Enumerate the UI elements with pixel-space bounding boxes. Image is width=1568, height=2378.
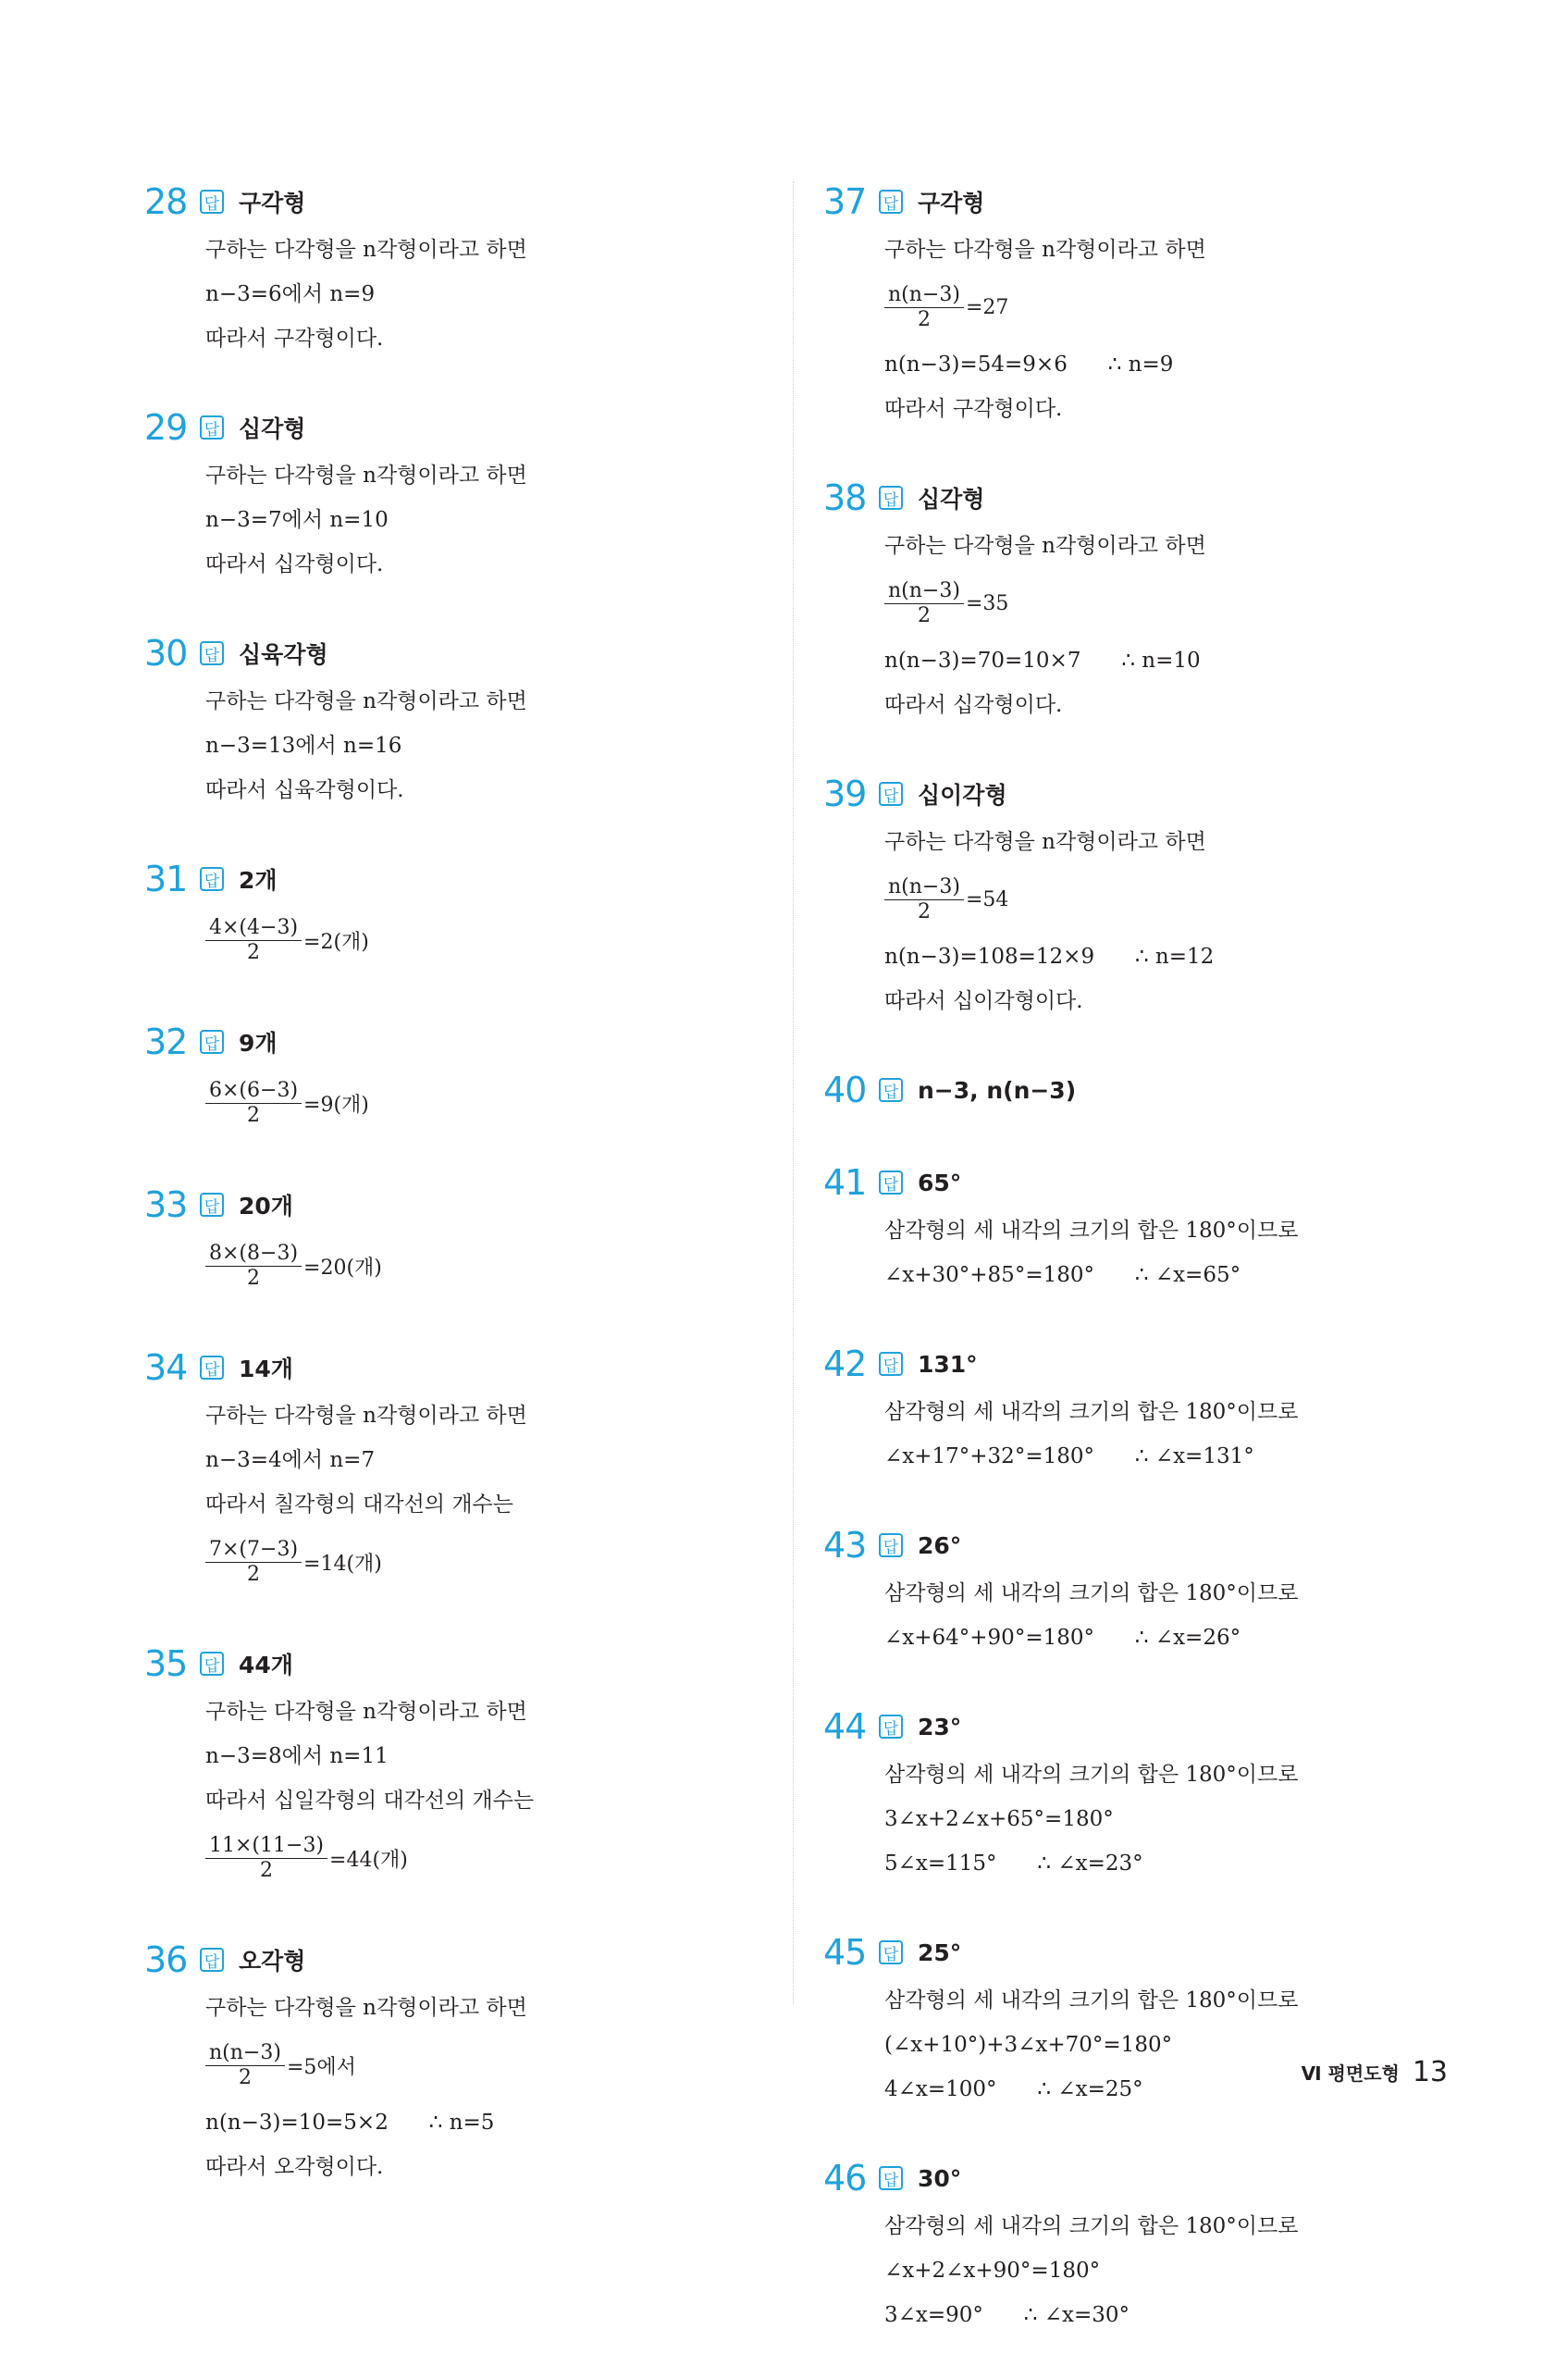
problem-header bbox=[144, 627, 773, 679]
problem-number: 44 bbox=[823, 1706, 867, 1747]
answer-badge-icon: 답 bbox=[200, 641, 224, 665]
fraction-line bbox=[884, 864, 1415, 935]
fraction-numerator: 11×(11−3) bbox=[205, 1834, 327, 1859]
answer-badge-icon: 답 bbox=[200, 1030, 224, 1054]
right-column bbox=[823, 176, 1415, 2378]
answer-text: n−3, n(n−3) bbox=[918, 1076, 1077, 1104]
fraction-line bbox=[205, 1231, 773, 1301]
solution-line: n(n−3)=54=9×6 ∴ n=9 bbox=[884, 353, 1174, 377]
fraction-denominator: 2 bbox=[247, 940, 261, 964]
problem-number: 38 bbox=[823, 477, 867, 518]
problem-block bbox=[144, 1934, 773, 2189]
answer-text: 구각형 bbox=[239, 190, 306, 217]
answer-text: 14개 bbox=[239, 1356, 293, 1382]
fraction-result: =44(개) bbox=[329, 1848, 408, 1872]
answer-badge-icon: 답 bbox=[200, 415, 224, 440]
fraction-numerator: n(n−3) bbox=[884, 283, 964, 308]
solution-line: n(n−3)=108=12×9 ∴ n=12 bbox=[884, 945, 1215, 969]
solution-line: 삼각형의 세 내각의 크기의 합은 180°이므로 bbox=[884, 1581, 1299, 1605]
answer-badge-icon: 답 bbox=[879, 1940, 903, 1964]
problem-block bbox=[823, 472, 1415, 727]
answer-badge-icon: 답 bbox=[200, 1356, 224, 1380]
problem-header bbox=[823, 1701, 1415, 1753]
problem-block bbox=[823, 1338, 1415, 1479]
solution-line: 4∠x=100° ∴ ∠x=25° bbox=[884, 2077, 1143, 2101]
solution-line: 따라서 칠각형의 대각선의 개수는 bbox=[205, 1492, 513, 1517]
solution-line: 따라서 십각형이다. bbox=[884, 693, 1063, 717]
problem-block bbox=[823, 2152, 1415, 2337]
problem-block bbox=[823, 1157, 1415, 1297]
problem-header bbox=[144, 1179, 773, 1231]
problem-block bbox=[823, 1064, 1415, 1116]
problem-number: 40 bbox=[823, 1070, 867, 1110]
answer-text: 23° bbox=[918, 1713, 962, 1740]
fraction bbox=[205, 2041, 285, 2090]
fraction-result: =14(개) bbox=[303, 1552, 382, 1576]
answer-badge-icon: 답 bbox=[879, 1715, 903, 1739]
fraction bbox=[884, 283, 964, 332]
fraction bbox=[205, 1538, 302, 1587]
problem-number: 37 bbox=[823, 181, 867, 222]
fraction bbox=[205, 1834, 327, 1883]
answer-text: 십육각형 bbox=[239, 641, 328, 668]
problem-header bbox=[144, 1342, 773, 1393]
problem-header bbox=[144, 1638, 773, 1690]
footer-section: Ⅵ 평면도형 bbox=[1301, 2062, 1400, 2085]
problem-header bbox=[823, 2152, 1415, 2204]
solution-line: n−3=6에서 n=9 bbox=[205, 282, 376, 306]
problem-number: 43 bbox=[823, 1525, 867, 1566]
solution-line: ∠x+64°+90°=180° ∴ ∠x=26° bbox=[884, 1626, 1241, 1650]
fraction-line bbox=[205, 905, 773, 975]
answer-badge-icon: 답 bbox=[200, 190, 224, 214]
problem-header bbox=[823, 1926, 1415, 1978]
answer-text: 26° bbox=[918, 1531, 962, 1559]
solution-line: 삼각형의 세 내각의 크기의 합은 180°이므로 bbox=[884, 1988, 1299, 2013]
problem-number: 45 bbox=[823, 1932, 867, 1973]
fraction bbox=[205, 916, 302, 965]
problem-block bbox=[144, 1342, 773, 1597]
problem-number: 28 bbox=[144, 181, 188, 222]
fraction-denominator: 2 bbox=[238, 2065, 252, 2089]
problem-header bbox=[823, 176, 1415, 228]
fraction-line bbox=[884, 272, 1415, 342]
solution-line: ∠x+17°+32°=180° ∴ ∠x=131° bbox=[884, 1444, 1254, 1468]
problem-header bbox=[823, 1519, 1415, 1571]
page-footer bbox=[1302, 2056, 1448, 2088]
answer-text: 25° bbox=[918, 1938, 962, 1966]
fraction-line bbox=[205, 1068, 773, 1138]
problem-number: 34 bbox=[144, 1347, 188, 1388]
fraction-denominator: 2 bbox=[917, 603, 931, 627]
answer-badge-icon: 답 bbox=[879, 2166, 903, 2190]
fraction-line bbox=[205, 1527, 773, 1597]
solution-line: ∠x+30°+85°=180° ∴ ∠x=65° bbox=[884, 1263, 1241, 1287]
fraction-denominator: 2 bbox=[247, 1562, 261, 1586]
fraction bbox=[884, 875, 964, 924]
problem-header bbox=[823, 1064, 1415, 1116]
problem-number: 35 bbox=[144, 1643, 188, 1684]
column-divider bbox=[793, 181, 794, 2004]
problem-number: 39 bbox=[823, 774, 867, 814]
fraction-denominator: 2 bbox=[247, 1103, 261, 1127]
fraction-denominator: 2 bbox=[917, 899, 931, 923]
answer-badge-icon: 답 bbox=[879, 782, 903, 806]
problem-block bbox=[144, 627, 773, 812]
solution-line: 따라서 십육각형이다. bbox=[205, 778, 404, 802]
problem-number: 42 bbox=[823, 1344, 867, 1384]
fraction-result: =20(개) bbox=[303, 1256, 382, 1280]
fraction-denominator: 2 bbox=[917, 307, 931, 331]
fraction-result: =5에서 bbox=[286, 2055, 356, 2079]
answer-badge-icon: 답 bbox=[200, 867, 224, 891]
solution-line: 구하는 다각형을 n각형이라고 하면 bbox=[884, 534, 1206, 558]
answer-badge-icon: 답 bbox=[879, 486, 903, 510]
answer-badge-icon: 답 bbox=[200, 1948, 224, 1972]
answer-text: 십이각형 bbox=[918, 782, 1007, 809]
fraction-numerator: 6×(6−3) bbox=[205, 1079, 302, 1104]
solution-line: 구하는 다각형을 n각형이라고 하면 bbox=[205, 238, 527, 262]
answer-text: 44개 bbox=[239, 1652, 293, 1678]
problem-header bbox=[144, 176, 773, 228]
solution-line: 구하는 다각형을 n각형이라고 하면 bbox=[205, 464, 527, 488]
answer-badge-icon: 답 bbox=[879, 1533, 903, 1557]
solution-line: 구하는 다각형을 n각형이라고 하면 bbox=[205, 1700, 527, 1724]
fraction-numerator: 7×(7−3) bbox=[205, 1538, 302, 1563]
solution-line: (∠x+10°)+3∠x+70°=180° bbox=[884, 2033, 1173, 2057]
solution-line: 따라서 십이각형이다. bbox=[884, 989, 1083, 1013]
fraction bbox=[205, 1079, 302, 1128]
solution-line: 삼각형의 세 내각의 크기의 합은 180°이므로 bbox=[884, 1219, 1299, 1243]
answer-badge-icon: 답 bbox=[200, 1652, 224, 1676]
problem-block bbox=[144, 176, 773, 361]
solution-line: 삼각형의 세 내각의 크기의 합은 180°이므로 bbox=[884, 2214, 1299, 2238]
answer-text: 30° bbox=[918, 2164, 962, 2192]
answer-text: 9개 bbox=[239, 1030, 278, 1057]
problem-number: 36 bbox=[144, 1939, 188, 1980]
answer-text: 오각형 bbox=[239, 1948, 306, 1975]
problem-header bbox=[823, 1157, 1415, 1208]
fraction-line bbox=[884, 568, 1415, 638]
fraction-result: =35 bbox=[965, 591, 1009, 615]
problem-block bbox=[144, 1179, 773, 1301]
solution-line: 구하는 다각형을 n각형이라고 하면 bbox=[205, 689, 527, 713]
problem-number: 29 bbox=[144, 407, 188, 448]
fraction-numerator: 8×(8−3) bbox=[205, 1242, 302, 1267]
solution-line: n−3=4에서 n=7 bbox=[205, 1448, 376, 1472]
answer-badge-icon: 답 bbox=[879, 1352, 903, 1376]
problem-block bbox=[144, 402, 773, 587]
answer-text: 20개 bbox=[239, 1193, 293, 1220]
fraction bbox=[884, 579, 964, 628]
solution-line: 구하는 다각형을 n각형이라고 하면 bbox=[884, 238, 1206, 262]
solution-line: n−3=8에서 n=11 bbox=[205, 1744, 389, 1768]
answer-badge-icon: 답 bbox=[879, 1078, 903, 1102]
fraction-result: =54 bbox=[965, 887, 1009, 911]
problem-number: 31 bbox=[144, 859, 188, 899]
fraction-denominator: 2 bbox=[247, 1266, 261, 1290]
problem-number: 32 bbox=[144, 1022, 188, 1062]
fraction-result: =27 bbox=[965, 295, 1009, 319]
fraction-numerator: 4×(4−3) bbox=[205, 916, 302, 941]
fraction-numerator: n(n−3) bbox=[884, 579, 964, 604]
solution-line: ∠x+2∠x+90°=180° bbox=[884, 2259, 1101, 2283]
fraction-line bbox=[205, 2030, 773, 2100]
answer-text: 2개 bbox=[239, 867, 278, 894]
problem-block bbox=[823, 768, 1415, 1023]
page-number: 13 bbox=[1412, 2056, 1448, 2088]
solution-line: 따라서 오각형이다. bbox=[205, 2155, 384, 2179]
problem-header bbox=[144, 1016, 773, 1068]
problem-block bbox=[823, 176, 1415, 431]
problem-header bbox=[144, 853, 773, 905]
fraction-result: =2(개) bbox=[303, 930, 369, 954]
answer-badge-icon: 답 bbox=[200, 1193, 224, 1217]
solution-line: 삼각형의 세 내각의 크기의 합은 180°이므로 bbox=[884, 1763, 1299, 1787]
problem-block bbox=[144, 1638, 773, 1893]
problem-header bbox=[144, 1934, 773, 1986]
solution-line: 3∠x+2∠x+65°=180° bbox=[884, 1807, 1114, 1831]
solution-line: n−3=7에서 n=10 bbox=[205, 508, 389, 532]
answer-text: 십각형 bbox=[918, 486, 985, 513]
solution-line: 따라서 구각형이다. bbox=[884, 397, 1063, 421]
fraction-result: =9(개) bbox=[303, 1093, 369, 1117]
solution-line: 삼각형의 세 내각의 크기의 합은 180°이므로 bbox=[884, 1400, 1299, 1424]
problem-block bbox=[823, 1519, 1415, 1660]
problem-number: 46 bbox=[823, 2158, 867, 2198]
solution-line: 따라서 십각형이다. bbox=[205, 552, 384, 576]
solution-line: 3∠x=90° ∴ ∠x=30° bbox=[884, 2303, 1130, 2327]
problem-number: 41 bbox=[823, 1162, 867, 1203]
problem-number: 33 bbox=[144, 1184, 188, 1225]
problem-block bbox=[823, 1701, 1415, 1886]
fraction-line bbox=[205, 1823, 773, 1893]
left-column bbox=[144, 176, 773, 2230]
solution-line: 구하는 다각형을 n각형이라고 하면 bbox=[205, 1996, 527, 2020]
solution-line: n−3=13에서 n=16 bbox=[205, 734, 402, 758]
problem-number: 30 bbox=[144, 633, 188, 674]
answer-text: 십각형 bbox=[239, 415, 306, 442]
problem-header bbox=[144, 402, 773, 453]
solution-line: 따라서 십일각형의 대각선의 개수는 bbox=[205, 1789, 535, 1813]
solution-line: n(n−3)=10=5×2 ∴ n=5 bbox=[205, 2111, 495, 2135]
problem-header bbox=[823, 1338, 1415, 1390]
problem-block bbox=[144, 853, 773, 975]
problem-header bbox=[823, 472, 1415, 524]
answer-text: 131° bbox=[918, 1350, 978, 1378]
answer-text: 구각형 bbox=[918, 190, 985, 217]
problem-block bbox=[144, 1016, 773, 1138]
answer-badge-icon: 답 bbox=[879, 1170, 903, 1195]
solution-line: 구하는 다각형을 n각형이라고 하면 bbox=[884, 830, 1206, 854]
answer-badge-icon: 답 bbox=[879, 190, 903, 214]
fraction-numerator: n(n−3) bbox=[205, 2041, 285, 2066]
fraction-denominator: 2 bbox=[260, 1858, 274, 1882]
solution-line: 구하는 다각형을 n각형이라고 하면 bbox=[205, 1404, 527, 1428]
fraction-numerator: n(n−3) bbox=[884, 875, 964, 900]
problem-header bbox=[823, 768, 1415, 820]
solution-line: 5∠x=115° ∴ ∠x=23° bbox=[884, 1852, 1143, 1876]
answer-text: 65° bbox=[918, 1169, 962, 1196]
solution-line: 따라서 구각형이다. bbox=[205, 327, 384, 351]
fraction bbox=[205, 1242, 302, 1291]
solution-line: n(n−3)=70=10×7 ∴ n=10 bbox=[884, 649, 1201, 673]
